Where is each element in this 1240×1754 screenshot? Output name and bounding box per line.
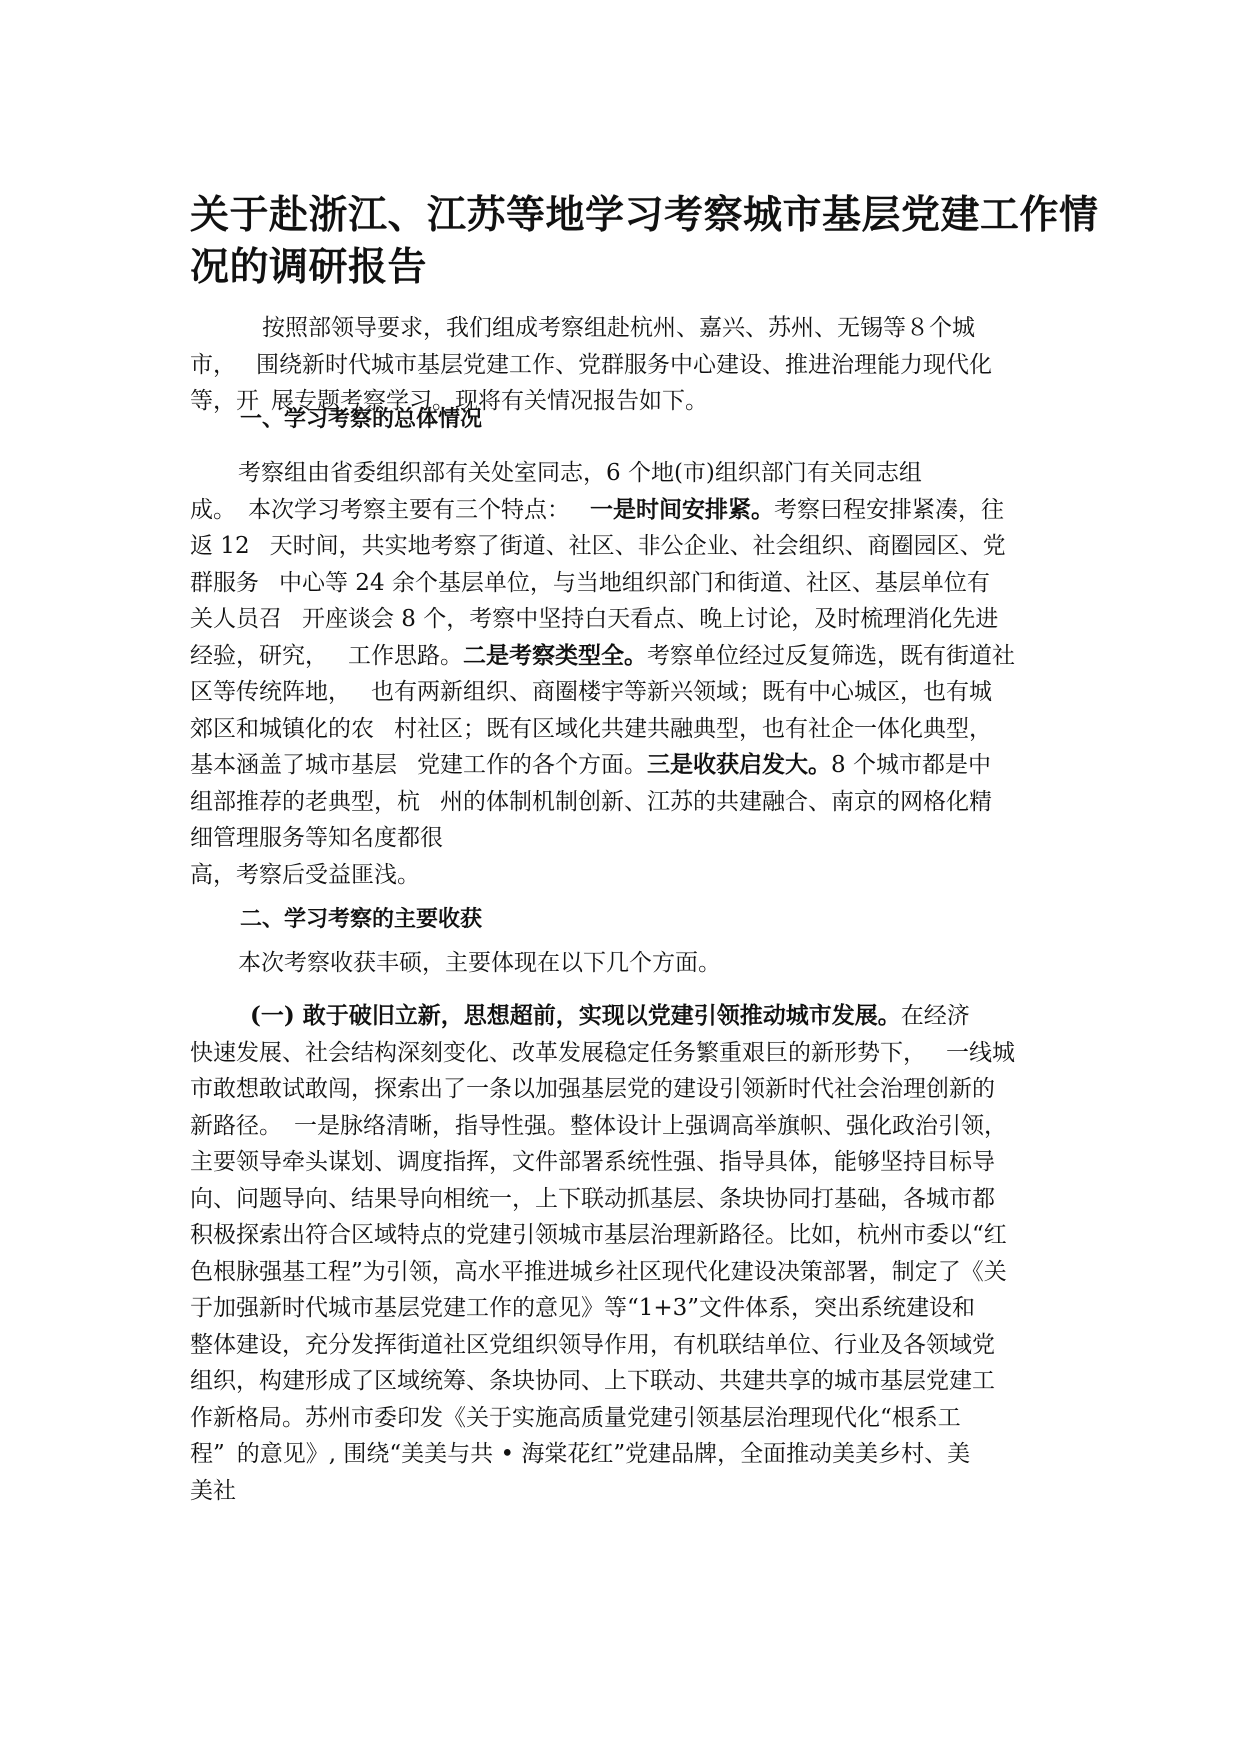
s2-line-7: 积极探索出符合区域特点的党建引领城市基层治理新路径。比如，杭州市委以“红 [190,1222,1007,1248]
s2-line-10: 整体建设，充分发挥街道社区党组织领导作用，有机联结单位、行业及各领域党 [190,1331,995,1358]
s2-line-4b: 一是脉络清晰，指导性强。整体设计上强调高举旗帜、强化政治引领， [294,1112,1007,1139]
s1-highlight-2: 二是考察类型全。 [463,641,647,669]
s2-line-14: 美社 [190,1477,236,1504]
s1-line-3b: 天时间，共实地考察了街道、社区、非公企业、社会组织、商圈园区、党 [269,533,1006,559]
s2-line-12: 作新格局。苏州市委印发《关于实施高质量党建引领基层治理现代化“根系工 [190,1404,961,1431]
section2-paragraph [190,998,1070,1509]
s1-line-2b: 本次学习考察主要有三个特点： [248,496,570,523]
section2-intro [190,945,1070,982]
s1-line-7b: 也有两新组织、商圈楼宇等新兴领域；既有中心城区，也有城 [371,679,992,705]
s1-line-10a: 组部推荐的老典型，杭 [190,788,420,815]
s2-line-5: 主要领导牵头谋划、调度指挥，文件部署系统性强、指导具体，能够坚持目标导 [190,1149,995,1175]
s1-highlight-3: 三是收获启发大。 [647,751,831,778]
s2-line-13a: 程” [190,1441,225,1467]
s2-line-13b: 的意见》, 围绕“美美与共 • 海棠花红”党建品牌，全面推动美美乡村、美 [236,1441,971,1467]
s2-line-9: 于加强新时代城市基层党建工作的意见》等“1+3”文件体系，突出系统建设和 [190,1295,976,1321]
s1-line-5a: 关人员召 [190,606,282,632]
s1-line-2d: 考察曰程安排紧凑，往 [774,496,1004,523]
s1-line-11: 细管理服务等知名度都很 [190,825,443,851]
s2-line-3: 市敢想敢试敢闯，探索出了一条以加强基层党的建设引领新时代社会治理创新的 [190,1076,995,1102]
s1-line-4b: 中心等 24 余个基层单位，与当地组织部门和街道、社区、基层单位有 [279,569,990,596]
s1-line-8b: 村社区；既有区域化共建共融典型，也有社企一体化典型， [394,715,992,742]
s2-line-2b: 一线城 [946,1039,1015,1066]
intro-line-2b: 围绕新时代城市基层党建工作、党群服务中心建设、推进治理能力现代化 [256,351,992,378]
title-line-2: 况的调研报告 [190,245,428,290]
s1-line-9d: 8 个城市都是中 [831,752,991,778]
s2-line-6: 向、问题导向、结果导向相统一，上下联动抓基层、条块协同打基础，各城市都 [190,1185,995,1212]
s2-line-8: 色根脉强基工程”为引领，高水平推进城乡社区现代化建设决策部署，制定了《关 [190,1258,1007,1285]
subsection-heading-1: (一) 敢于破旧立新，思想超前，实现以党建引领推动城市发展。 [250,1002,901,1029]
intro-line-3b: 展专题考察学习。现将有关情况报告如下。 [271,388,708,414]
intro-line-3a: 等，开 [190,388,259,414]
intro-paragraph [190,310,1070,420]
s1-line-6a: 经验，研究， [190,642,328,669]
s1-line-6d: 考察单位经过反复筛选，既有街道社 [647,642,1015,669]
section1-paragraph [190,455,1070,893]
s1-line-10b: 州的体制机制创新、江苏的共建融合、南京的网格化精 [440,788,992,815]
intro-line-2a: 市， [190,351,236,378]
s1-line-12: 高，考察后受益匪浅。 [190,861,420,888]
s1-highlight-1: 一是时间安排紧。 [590,495,774,523]
s1-line-9a: 基本涵盖了城市基层 [190,752,397,778]
title-line-1: 关于赴浙江、江苏等地学习考察城市基层党建工作情 [190,193,1099,238]
section-heading-1: 一、学习考察的总体情况 [240,407,483,432]
section-heading-2: 二、学习考察的主要收获 [240,907,483,932]
s2-line-2a: 快速发展、社会结构深刻变化、改革发展稳定任务繁重艰巨的新形势下， [190,1039,926,1066]
s2-line-11: 组织，构建形成了区域统筹、条块协同、上下联动、共建共享的城市基层党建工 [190,1368,995,1394]
s1-line-7a: 区等传统阵地， [190,679,351,705]
s1-line-2a: 成。 [190,496,236,523]
s2-line-1-tail: 在经济 [900,1003,970,1029]
s1-line-5b: 开座谈会 8 个，考察中坚持白天看点、晚上讨论，及时梳理消化先进 [302,606,999,632]
s1-line-1: 考察组由省委组织部有关处室同志，6 个地(市)组织部门有关同志组 [238,460,922,486]
s1-line-6b: 工作思路。 [348,642,463,669]
s1-line-9b: 党建工作的各个方面。 [417,752,647,778]
intro-line-1: 按照部领导要求，我们组成考察组赴杭州、嘉兴、苏州、无锡等８个城 [262,315,975,341]
s2-intro-line: 本次考察收获丰硕，主要体现在以下几个方面。 [238,950,721,976]
s2-line-4a: 新路径。 [190,1112,282,1139]
document-title [190,190,1099,294]
s1-line-8a: 郊区和城镇化的农 [190,715,374,742]
s1-line-3a: 返 12 [190,533,250,559]
s1-line-4a: 群服务 [190,569,259,596]
